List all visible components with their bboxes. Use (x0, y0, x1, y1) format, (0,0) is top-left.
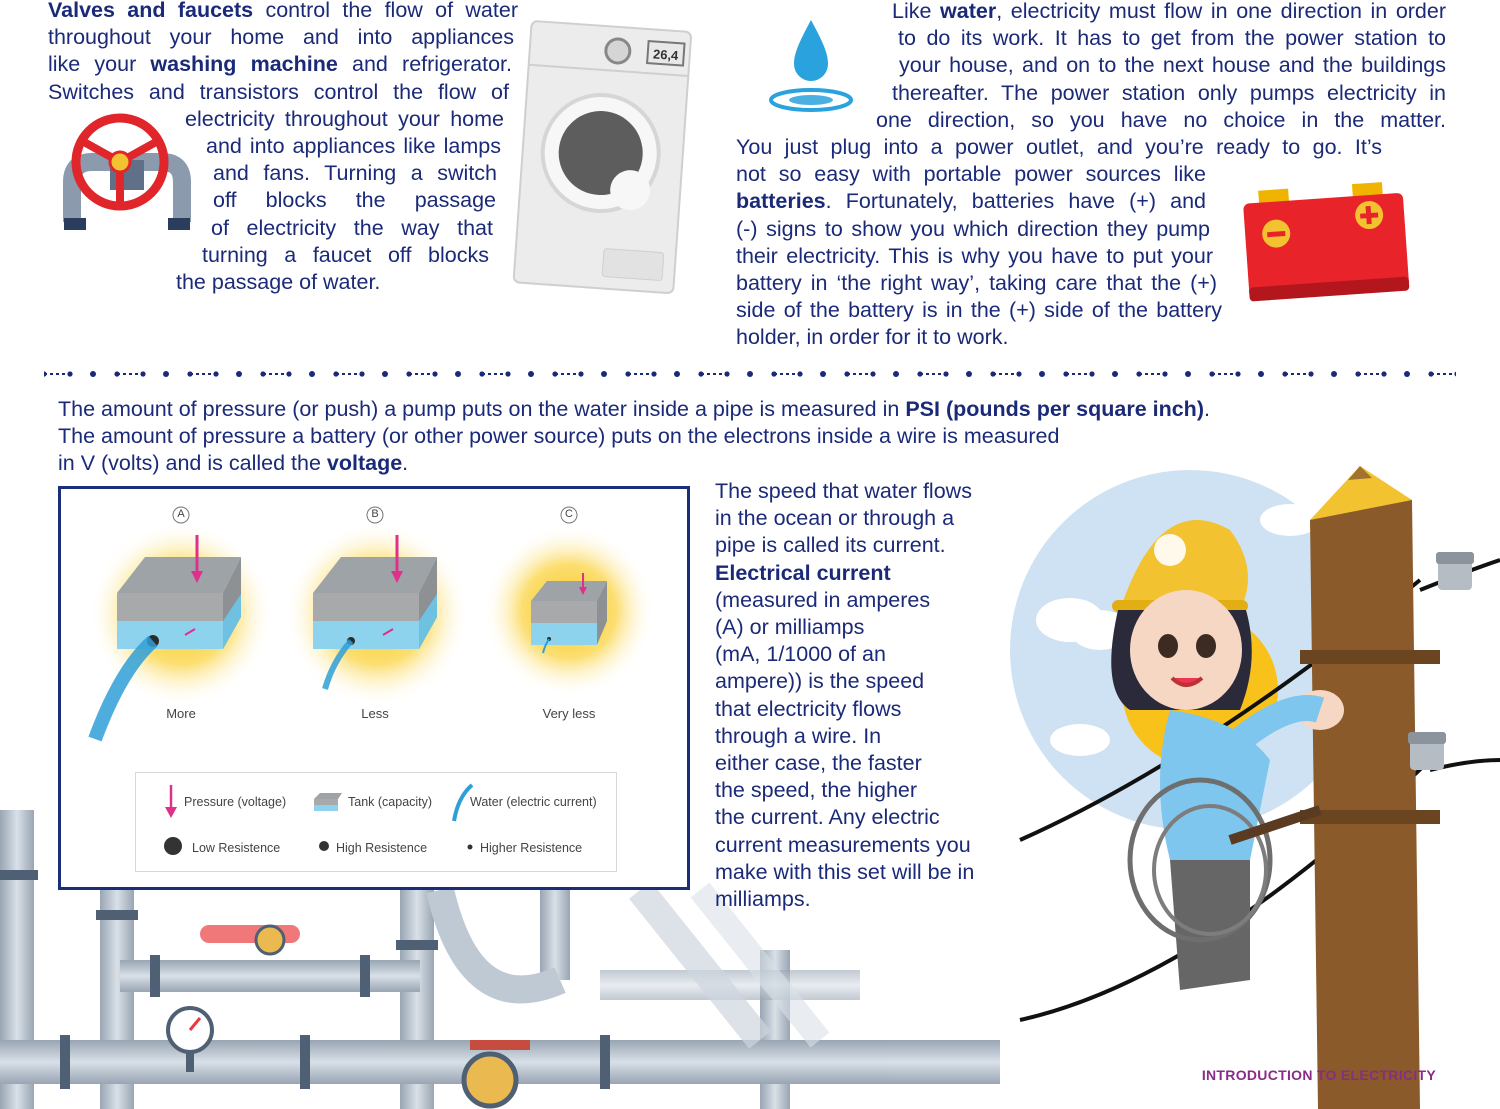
washer-display: 26,4 (652, 46, 679, 64)
divider-dot (505, 371, 510, 376)
divider-dot (67, 371, 72, 376)
divider-dot (917, 371, 922, 376)
legend-higher-resistance: Higher Resistence (480, 841, 583, 855)
divider-dot (990, 371, 995, 376)
divider-dot (406, 371, 411, 376)
divider-dot (90, 371, 96, 377)
divider-dot (552, 371, 557, 376)
divider-dot (236, 371, 242, 377)
text-line: Electrical current (715, 560, 891, 585)
text-line: milliamps. (715, 887, 811, 912)
divider-dot (213, 371, 218, 376)
text-line: side of the battery is in the (+) side of the battery (736, 298, 1222, 323)
divider-dot (1454, 371, 1456, 376)
text-line: through a wire. In (715, 723, 882, 748)
text-line: thereafter. The power station only pumps electricity in (892, 80, 1446, 105)
divider-dot (1235, 371, 1240, 376)
text-line: in the ocean or through a (715, 506, 955, 531)
legend-tank: Tank (capacity) (348, 795, 433, 809)
higher-resistance-dot-icon (466, 843, 474, 851)
divider-dot (893, 371, 899, 377)
panel-c-label: Very less (542, 706, 596, 721)
text-line: throughout your home and into appliances (48, 25, 514, 50)
text-line: (-) signs to show you which direction they pump (736, 216, 1210, 241)
text-line: ampere)) is the speed (715, 669, 925, 694)
text-line: of electricity the way that (211, 215, 493, 240)
text-line: The amount of pressure (or push) a pump puts on the water inside a pipe is measured in PSI (pounds per square inch). (58, 397, 1210, 421)
divider-dot (187, 371, 192, 376)
divider-dot (625, 371, 630, 376)
divider-dot (1331, 371, 1337, 377)
text-line: like your washing machine and refrigerator. (48, 52, 512, 77)
text-line: the passage of water. (176, 270, 381, 295)
divider-dot (1282, 371, 1287, 376)
valves-faucets-paragraph (48, 0, 518, 296)
text-line: to do its work. It has to get from the power station to (898, 26, 1446, 51)
divider-dot (140, 371, 145, 376)
text-line: You just plug into a power outlet, and you’re ready to go. It’s (736, 135, 1382, 160)
text-line: off blocks the passage (213, 188, 496, 213)
text-line: in V (volts) and is called the voltage. (58, 451, 409, 476)
panel-b-label: Less (361, 706, 389, 721)
divider-dot (286, 371, 291, 376)
divider-dot (966, 371, 972, 377)
text-line: Like water, electricity must flow in one direction in order (892, 0, 1447, 23)
divider-dot (870, 371, 875, 376)
divider-dot (943, 371, 948, 376)
divider-dot (163, 371, 169, 377)
text-line: your house, and on to the next house and the buildings (899, 53, 1446, 78)
panel-a-letter: A (177, 508, 185, 520)
text-line: Valves and faucets control the flow of water (48, 0, 518, 22)
divider-dot (1112, 371, 1118, 377)
page-footer: INTRODUCTION TO ELECTRICITY (1201, 1067, 1436, 1083)
text-line: that electricity flows (715, 696, 902, 721)
divider-dot (844, 371, 849, 376)
legend-pressure: Pressure (voltage) (184, 795, 287, 809)
divider-dot (698, 371, 703, 376)
divider-dot (747, 371, 753, 377)
divider-dot (1258, 371, 1264, 377)
pressure-diagram (58, 486, 690, 890)
text-line: (measured in amperes (715, 587, 931, 612)
text-line: pipe is called its current. (715, 533, 946, 558)
text-line: Switches and transistors control the flow of (48, 79, 509, 104)
divider-dot (820, 371, 826, 377)
divider-dot (1185, 371, 1191, 377)
panel-a-illustration (89, 507, 273, 739)
divider-dot (1136, 371, 1141, 376)
divider-dot (1404, 371, 1410, 377)
panel-b-illustration (285, 507, 469, 706)
text-line: the speed, the higher (715, 778, 918, 803)
pressure-arrow-icon (164, 785, 178, 819)
divider-dot (1016, 371, 1021, 376)
divider-dot (333, 371, 338, 376)
text-line: (mA, 1/1000 of an (715, 642, 886, 667)
panel-c-illustration (483, 507, 655, 697)
low-resistance-dot-icon (162, 835, 184, 857)
panel-c-letter: C (565, 508, 573, 520)
text-line: and fans. Turning a switch (213, 161, 497, 186)
divider-dot (1381, 371, 1386, 376)
divider-dot (114, 371, 119, 376)
text-line: not so easy with portable power sources like (736, 162, 1206, 187)
divider-dot (1428, 371, 1433, 376)
text-line: (A) or milliamps (715, 615, 865, 640)
divider-dot (528, 371, 534, 377)
text-line: electricity throughout your home (185, 106, 504, 131)
divider-dot (382, 371, 388, 377)
text-line: their electricity. This is why you have to put your (736, 243, 1213, 268)
divider-dot (1039, 371, 1045, 377)
divider-dot (1308, 371, 1313, 376)
panel-b-letter: B (371, 508, 379, 520)
text-line: make with this set will be in (715, 859, 975, 884)
dotted-divider (44, 366, 1456, 382)
text-line: either case, the faster (715, 751, 922, 776)
divider-dot (1089, 371, 1094, 376)
divider-dot (601, 371, 607, 377)
legend-low-resistance: Low Resistence (192, 841, 281, 855)
legend-high-resistance: High Resistence (336, 841, 428, 855)
panel-a-label: More (166, 706, 196, 721)
divider-dot (674, 371, 680, 377)
electrician-illustration (1000, 460, 1500, 1109)
divider-dot (359, 371, 364, 376)
divider-dot (1355, 371, 1360, 376)
high-resistance-dot-icon (318, 840, 330, 852)
current-paragraph (715, 478, 1005, 913)
text-line: and into appliances like lamps (206, 134, 501, 159)
divider-dot (651, 371, 656, 376)
text-line: one direction, so you have no choice in the matter. (876, 107, 1446, 132)
text-line: holder, in order for it to work. (736, 325, 1009, 350)
washing-machine-icon (500, 18, 700, 308)
divider-dot (260, 371, 265, 376)
legend-water: Water (electric current) (470, 795, 597, 809)
text-line: turning a faucet off blocks (202, 242, 489, 267)
divider-dot (797, 371, 802, 376)
tank-icon (312, 791, 344, 813)
divider-dot (1162, 371, 1167, 376)
divider-dot (1063, 371, 1068, 376)
divider-dot (479, 371, 484, 376)
divider-dot (771, 371, 776, 376)
divider-dot (455, 371, 461, 377)
text-line: the current. Any electric (715, 805, 940, 830)
divider-dot (578, 371, 583, 376)
text-line: The speed that water flows (715, 479, 972, 503)
divider-dot (44, 371, 47, 376)
battery-icon (1240, 178, 1416, 308)
text-line: The amount of pressure a battery (or other power source) puts on the electrons inside a wire is measured (58, 424, 1060, 449)
divider-dot (309, 371, 315, 377)
diagram-legend (135, 772, 617, 872)
divider-dot (432, 371, 437, 376)
divider-dot (1209, 371, 1214, 376)
divider-dot (724, 371, 729, 376)
text-line: current measurements you (715, 832, 971, 857)
text-line: battery in ‘the right way’, taking care that the (+) (736, 271, 1217, 296)
text-line: batteries. Fortunately, batteries have (+) and (736, 189, 1206, 214)
